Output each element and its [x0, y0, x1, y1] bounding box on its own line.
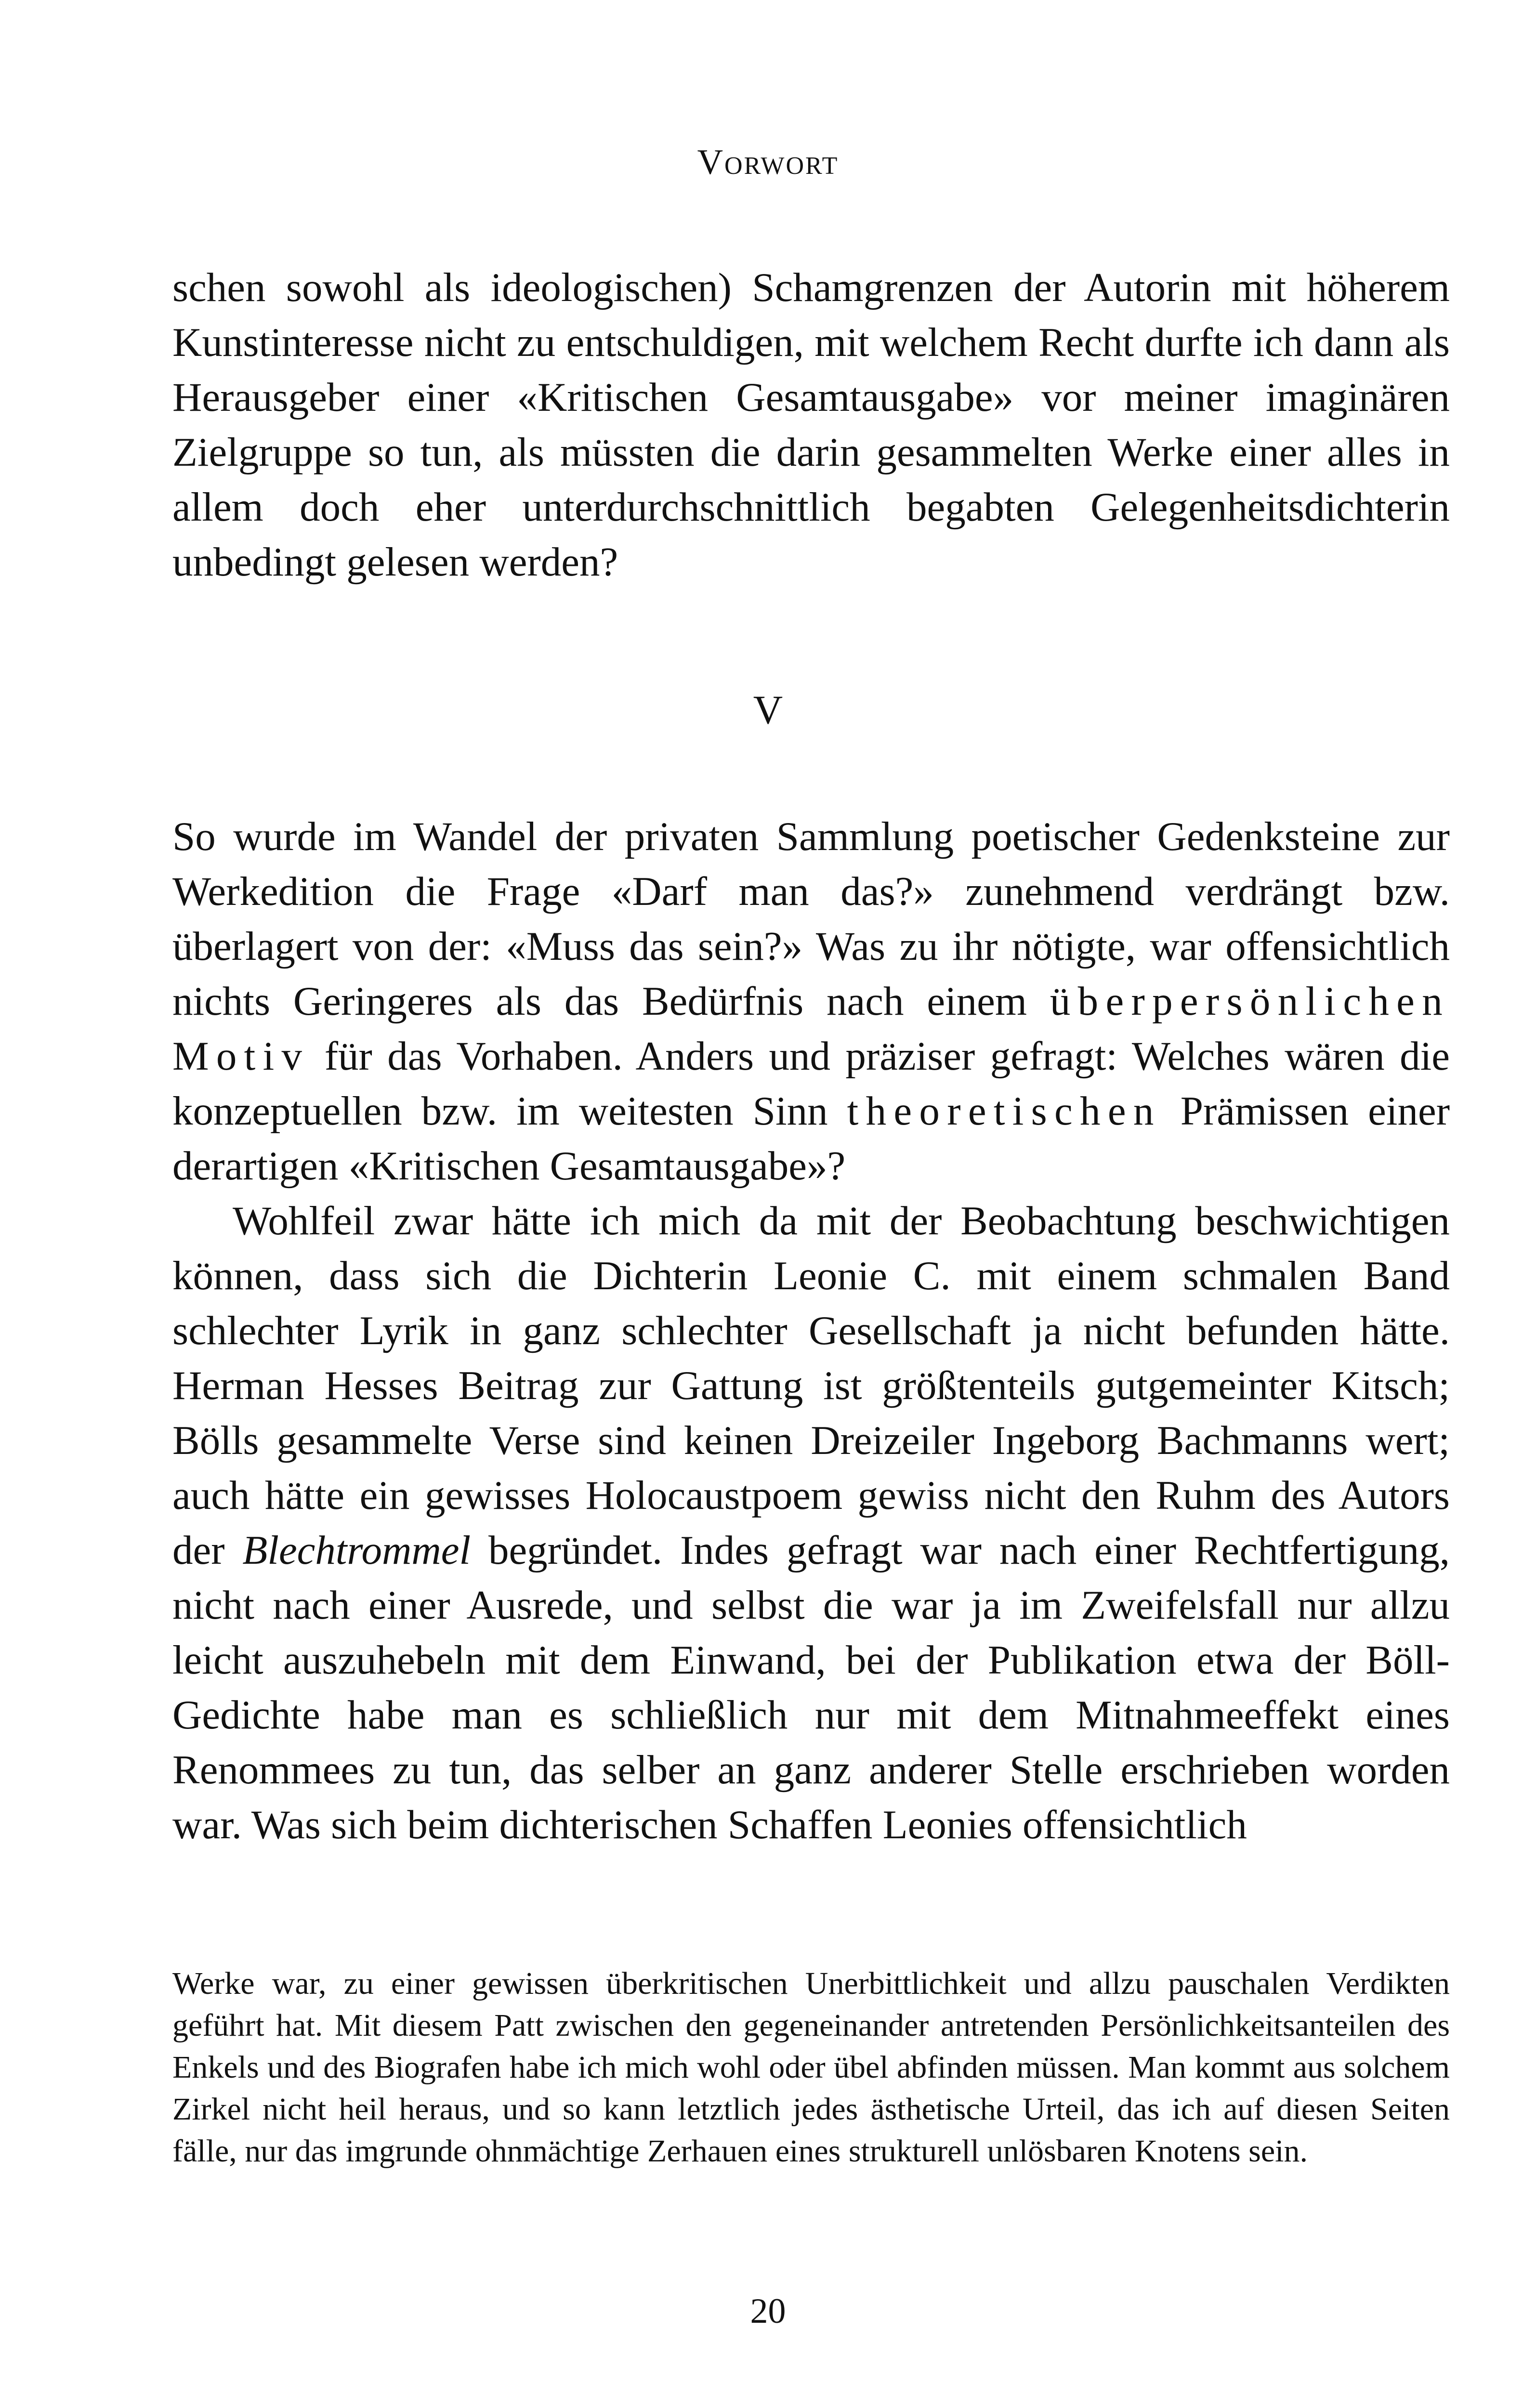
- paragraph-text: So wurde im Wandel der privaten Sammlung poetischer Gedenksteine zur Werkedition die Frage «Darf man das?» zunehmend verdrängt bzw. überlagert von der: «Muss das sein?» Was zu ihr nötigte, war offensichtlich nichts Geringeres als das Bedürfnis nach einem: [172, 814, 1450, 1024]
- paragraph-text: für das Vorhaben. Anders und präziser gefragt: Welches wären die konzeptuellen bzw. im weitesten Sinn: [172, 1034, 1450, 1134]
- paragraph-text: begründet. Indes gefragt war nach einer Rechtfertigung, nicht nach einer Ausrede, und selbst die war ja im Zweifelsfall nur allzu leicht auszuhebeln mit dem Einwand, bei der Publikation etwa der Böll-Gedichte habe man es schließlich nur mit dem Mitnahmeeffekt eines Renommees zu tun, das selber an ganz anderer Stelle erschrieben worden war. Was sich beim dichterischen Schaffen Leonies offensichtlich: [172, 1528, 1450, 1847]
- body-paragraph: [172, 809, 1450, 1193]
- paragraph-text: Prämissen einer derartigen «Kritischen Gesamtausgabe»?: [172, 1088, 1450, 1189]
- letterspaced-emphasis: überpersönlichen Motiv: [172, 979, 1450, 1079]
- italic-title: Blechtrommel: [242, 1528, 471, 1573]
- paragraph-text: Wohlfeil zwar hätte ich mich da mit der Beobachtung beschwichtigen können, dass sich die Dichterin Leonie C. mit einem schmalen Band schlechter Lyrik in ganz schlechter Gesellschaft ja nicht befunden hätte. Herman Hesses Beitrag zur Gattung ist größtenteils gutgemeinter Kitsch; Bölls gesammelte Verse sind keinen Dreizeiler Ingeborg Bachmanns wert; auch hätte ein gewisses Holocaustpoem gewiss nicht den Ruhm des Autors der: [172, 1198, 1450, 1573]
- section-number: V: [753, 687, 783, 733]
- footnote: Werke war, zu einer gewissen überkritischen Unerbittlichkeit und allzu pauschalen Verdikten geführt hat. Mit diesem Patt zwischen den gegeneinander antretenden Persönlichkeitsanteilen des Enkels und des Biografen habe ich mich wohl oder übel abfinden müssen. Man kommt aus solchem Zirkel nicht heil heraus, und so kann letztlich jedes ästhetische Urteil, das ich auf diesen Seiten fälle, nur das imgrunde ohnmächtige Zerhauen eines strukturell unlösbaren Knotens sein.: [172, 1966, 1450, 2169]
- body-paragraph: [172, 1193, 1450, 1852]
- letterspaced-emphasis: theoretischen: [847, 1088, 1161, 1134]
- section-text-block: [172, 809, 1450, 1852]
- continuation-text-block: [172, 260, 1450, 589]
- continuation-paragraph: schen sowohl als ideologischen) Schamgrenzen der Autorin mit höherem Kunstinteresse nicht zu entschuldigen, mit welchem Recht durfte ich dann als Herausgeber einer «Kritischen Gesamtausgabe» vor meiner imaginären Zielgruppe so tun, als müssten die darin gesammelten Werke einer alles in allem doch eher unterdurchschnittlich begabten Gelegenheitsdichterin unbedingt gelesen werden?: [172, 265, 1450, 585]
- page-number: 20: [750, 2291, 786, 2331]
- running-head: Vorwort: [697, 143, 839, 182]
